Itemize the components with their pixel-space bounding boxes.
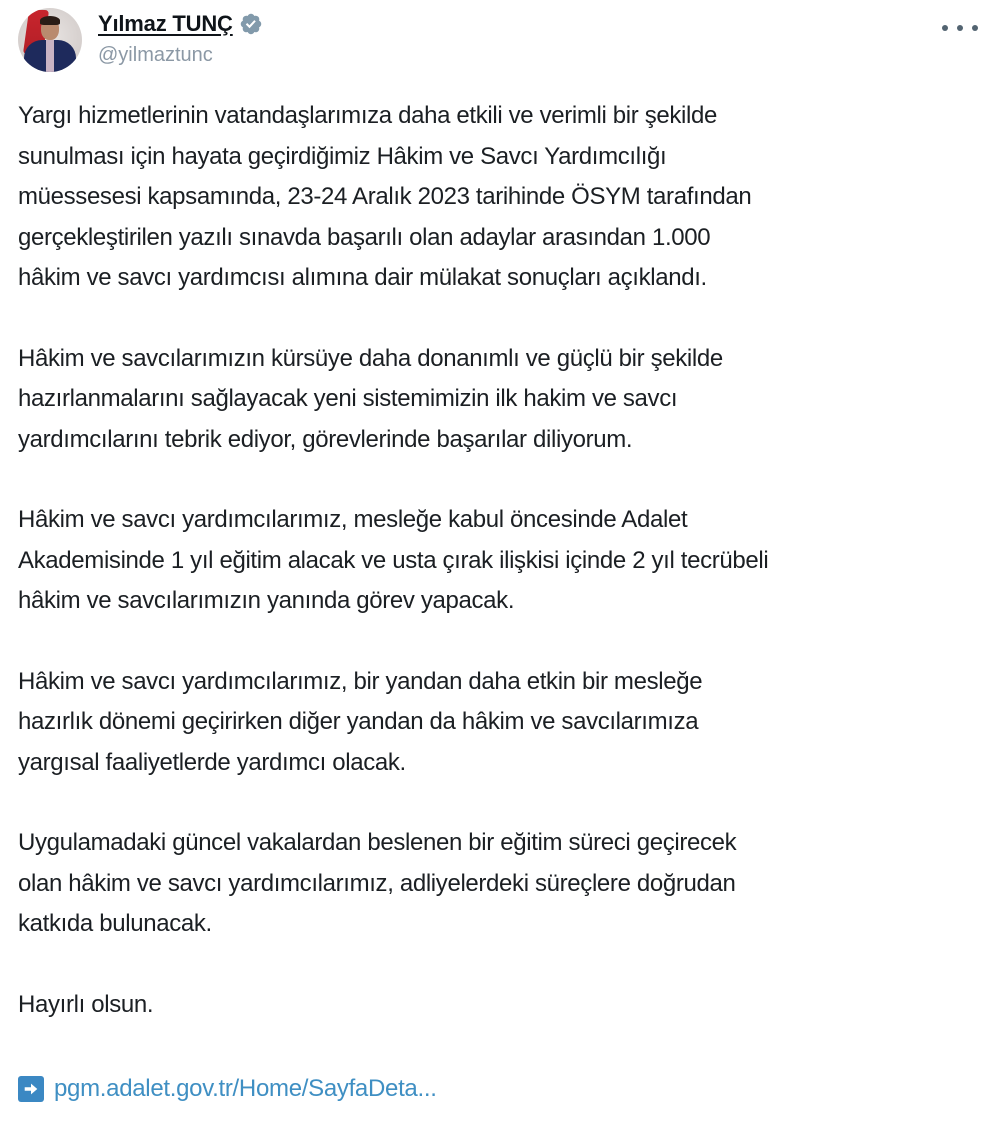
text-line: Yargı hizmetlerinin vatandaşlarımıza daha etkili ve verimli bir şekilde [18, 102, 718, 129]
text-line: hâkim ve savcı yardımcısı alımına dair mülakat sonuçları açıklandı. [18, 264, 707, 291]
tweet-paragraph-1 [18, 96, 988, 299]
text-line: hazırlık dönemi geçirirken diğer yandan da hâkim ve savcılarımıza [18, 708, 699, 735]
more-options-button[interactable] [942, 18, 978, 38]
author-display-name[interactable]: Yılmaz TUNÇ [98, 11, 233, 36]
external-link[interactable]: pgm.adalet.gov.tr/Home/SayfaDeta... [54, 1075, 437, 1102]
more-horizontal-icon [957, 25, 963, 31]
text-line: Hâkim ve savcı yardımcılarımız, mesleğe kabul öncesinde Adalet [18, 506, 688, 533]
text-line: katkıda bulunacak. [18, 910, 212, 937]
tweet-paragraph-2 [18, 339, 988, 461]
right-arrow-emoji-icon [18, 1076, 44, 1102]
author-info [98, 10, 263, 67]
text-line: Hayırlı olsun. [18, 990, 154, 1018]
text-line: hâkim ve savcılarımızın yanında görev yapacak. [18, 587, 515, 614]
tweet-text [18, 96, 988, 1065]
verified-badge-icon [239, 12, 263, 36]
name-row [98, 10, 263, 38]
tweet-paragraph-3 [18, 500, 988, 622]
text-line: Hâkim ve savcılarımızın kürsüye daha donanımlı ve güçlü bir şekilde [18, 344, 723, 372]
text-line: sunulması için hayata geçirdiğimiz Hâkim ve Savcı Yardımcılığı [18, 142, 667, 170]
text-line: yardımcılarını tebrik ediyor, görevlerinde başarılar diliyorum. [18, 425, 633, 453]
tweet-paragraph-6 [18, 985, 988, 1026]
text-line: Akademisinde 1 yıl eğitim alacak ve usta çırak ilişkisi içinde 2 yıl tecrübeli [18, 546, 769, 574]
tweet-link-row [18, 1069, 437, 1109]
hair-graphic [40, 16, 60, 25]
tweet-paragraph-5 [18, 823, 988, 945]
tweet-paragraph-4 [18, 662, 988, 784]
shirt-graphic [46, 40, 54, 72]
more-horizontal-icon [972, 25, 978, 31]
text-line: hazırlanmalarını sağlayacak yeni sistemimizin ilk hakim ve savcı [18, 385, 678, 412]
text-line: Hâkim ve savcı yardımcılarımız, bir yandan daha etkin bir mesleğe [18, 667, 703, 695]
text-line: olan hâkim ve savcı yardımcılarımız, adliyelerdeki süreçlere doğrudan [18, 869, 736, 897]
avatar[interactable] [18, 8, 82, 72]
more-horizontal-icon [942, 25, 948, 31]
text-line: müessesesi kapsamında, 23-24 Aralık 2023 tarihinde ÖSYM tarafından [18, 183, 752, 210]
text-line: Uygulamadaki güncel vakalardan beslenen bir eğitim süreci geçirecek [18, 829, 737, 856]
author-handle[interactable]: @yilmaztunc [98, 44, 213, 66]
text-line: yargısal faaliyetlerde yardımcı olacak. [18, 748, 406, 776]
tweet-header [18, 8, 990, 78]
text-line: gerçekleştirilen yazılı sınavda başarılı olan adaylar arasından 1.000 [18, 223, 711, 251]
